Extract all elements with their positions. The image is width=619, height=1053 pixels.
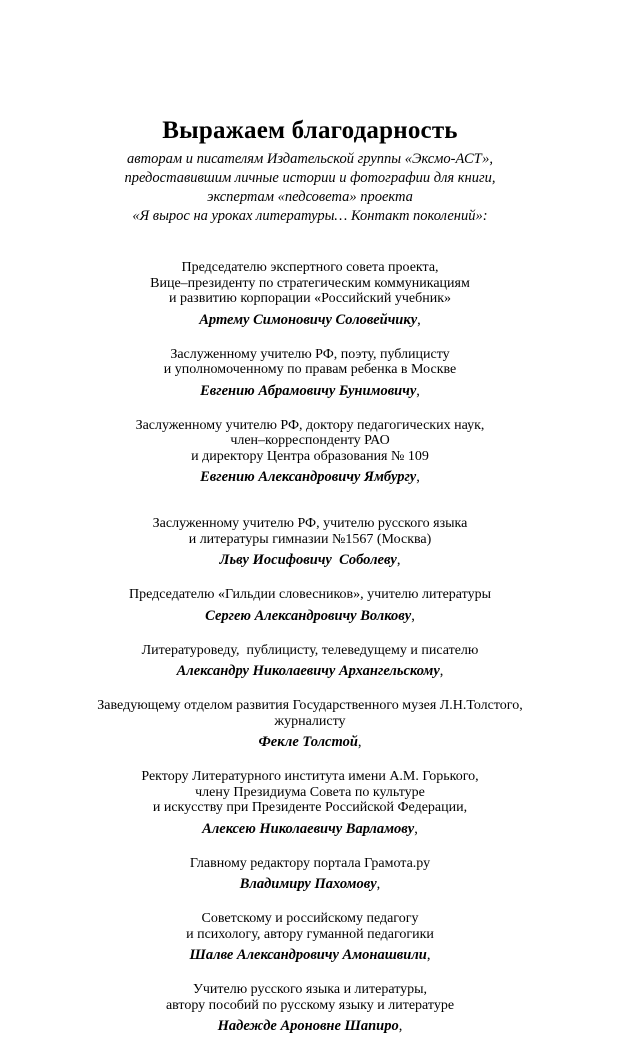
entry-description-line: Литературоведу, публицисту, телеведущему и писателю bbox=[141, 642, 479, 658]
acknowledgement-list bbox=[40, 260, 580, 1035]
acknowledgement-entry bbox=[40, 856, 580, 894]
entry-punctuation: , bbox=[426, 947, 431, 963]
entry-name-line bbox=[40, 662, 580, 680]
acknowledgement-entry bbox=[40, 911, 580, 964]
entry-description-line: Ректору Литературного института имени А.М. Горького, bbox=[141, 769, 479, 784]
entry-punctuation: , bbox=[357, 734, 362, 750]
entry-description-line: журналисту bbox=[274, 713, 346, 729]
entry-description-line: Вице–президенту по стратегическим коммуникациям bbox=[150, 275, 470, 291]
entry-name: Шалве Александровичу Амонашвили bbox=[189, 947, 427, 963]
entry-name: Артему Симоновичу Соловейчику bbox=[199, 311, 418, 328]
page-title: Выражаем благодарность bbox=[162, 117, 458, 144]
acknowledgement-entry bbox=[40, 418, 580, 487]
entry-description-line: Заслуженному учителю РФ, учителю русского языка bbox=[152, 516, 468, 531]
acknowledgement-entry bbox=[40, 260, 580, 329]
entry-punctuation: , bbox=[414, 820, 418, 837]
entry-name: Евгению Абрамовичу Бунимовичу bbox=[200, 382, 417, 399]
entry-description-line: члену Президиума Совета по культуре bbox=[195, 784, 425, 800]
entry-description-line: Председателю экспертного совета проекта, bbox=[181, 260, 439, 275]
entry-name: Александру Николаевичу Архангельскому bbox=[176, 663, 440, 679]
entry-name-line bbox=[40, 820, 580, 838]
entry-punctuation: , bbox=[439, 663, 444, 679]
entry-description-line: и искусству при Президенте Российской Федерации, bbox=[152, 800, 468, 815]
entry-name: Алексею Николаевичу Варламову bbox=[202, 820, 415, 837]
acknowledgement-entry bbox=[40, 516, 580, 569]
entry-name-line bbox=[40, 551, 580, 569]
entry-name-line bbox=[40, 875, 580, 893]
entry-description-line: и развитию корпорации «Российский учебник» bbox=[168, 291, 452, 306]
entry-description-line: Советскому и российскому педагогу bbox=[201, 911, 419, 926]
intro-line: «Я вырос на уроках литературы… Контакт поколений»: bbox=[132, 208, 488, 224]
entry-name-line bbox=[40, 468, 580, 486]
entry-description-line: и уполномоченному по правам ребенка в Москве bbox=[163, 362, 457, 377]
entry-name-line bbox=[40, 946, 580, 964]
acknowledgement-entry bbox=[40, 769, 580, 838]
entry-description-line: Председателю «Гильдии словесников», учителю литературы bbox=[129, 587, 491, 602]
entry-description-line: и литературы гимназии №1567 (Москва) bbox=[188, 531, 432, 547]
entry-name-line bbox=[40, 382, 580, 400]
entry-description-line: Заслуженному учителю РФ, поэту, публицисту bbox=[170, 346, 450, 362]
intro-line: предоставившим личные истории и фотографии для книги, bbox=[124, 170, 496, 186]
entry-description-line: и директору Центра образования № 109 bbox=[191, 448, 429, 464]
acknowledgement-entry bbox=[40, 643, 580, 681]
entry-punctuation: , bbox=[396, 552, 401, 568]
entry-name-line bbox=[40, 1017, 580, 1035]
entry-description-line: Главному редактору портала Грамота.ру bbox=[189, 855, 431, 871]
entry-punctuation: , bbox=[398, 1018, 403, 1034]
entry-punctuation: , bbox=[411, 607, 415, 624]
entry-description-line: и психологу, автору гуманной педагогики bbox=[186, 926, 434, 942]
intro-line: экспертам «педсовета» проекта bbox=[207, 189, 413, 205]
entry-description-line: член–корреспонденту РАО bbox=[230, 433, 390, 448]
entry-name-line bbox=[40, 733, 580, 751]
entry-punctuation: , bbox=[376, 876, 381, 892]
entry-description-line: автору пособий по русскому языку и литературе bbox=[165, 997, 455, 1013]
entry-description-line: Заведующему отделом развития Государственного музея Л.Н.Толстого, bbox=[97, 698, 523, 713]
entry-description-line: Заслуженному учителю РФ, доктору педагогических наук, bbox=[135, 417, 485, 433]
entry-punctuation: , bbox=[416, 382, 420, 399]
entry-description-line: Учителю русского языка и литературы, bbox=[192, 982, 428, 997]
entry-name: Евгению Александровичу Ямбургу bbox=[200, 469, 417, 485]
acknowledgement-entry bbox=[40, 698, 580, 751]
entry-name: Владимиру Пахомову bbox=[239, 876, 377, 892]
acknowledgement-entry bbox=[40, 347, 580, 400]
entry-name-line bbox=[40, 607, 580, 625]
acknowledgements-page bbox=[40, 116, 580, 1053]
intro-paragraph bbox=[40, 150, 580, 226]
entry-name: Льву Иосифовичу Соболеву bbox=[219, 552, 397, 568]
entry-name: Надежде Ароновне Шапиро bbox=[217, 1018, 399, 1034]
intro-line: авторам и писателям Издательской группы «Эксмо-АСТ», bbox=[127, 151, 493, 167]
acknowledgement-entry bbox=[40, 982, 580, 1035]
entry-name-line bbox=[40, 311, 580, 329]
entry-name: Фекле Толстой bbox=[258, 734, 358, 750]
entry-punctuation: , bbox=[416, 469, 420, 485]
entry-punctuation: , bbox=[417, 311, 421, 328]
acknowledgement-entry bbox=[40, 587, 580, 625]
entry-name: Сергею Александровичу Волкову bbox=[205, 607, 412, 624]
